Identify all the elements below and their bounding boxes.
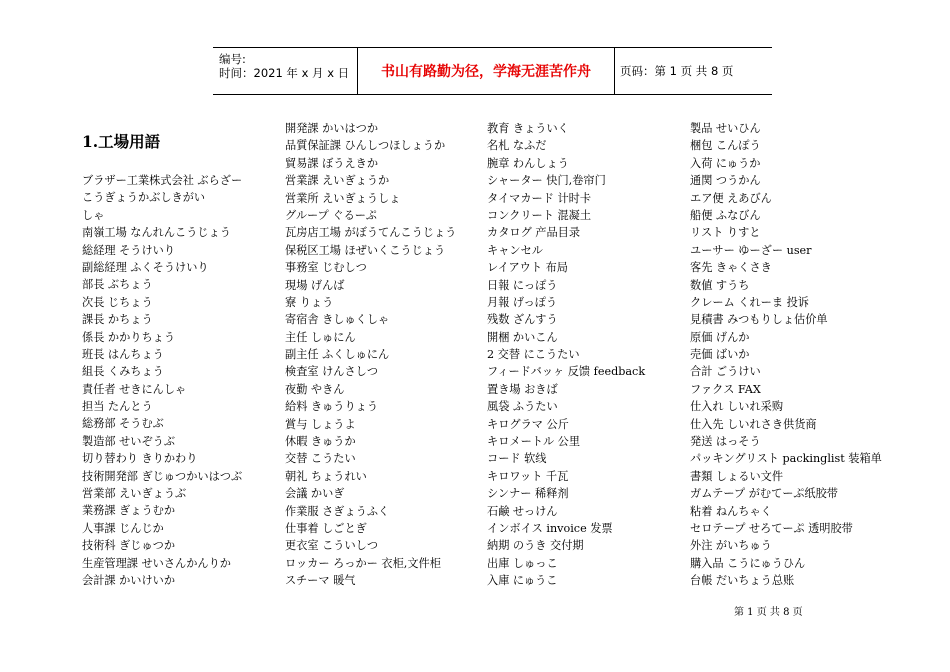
term-entry: 南嶺工場 なんれんこうじょう: [82, 226, 231, 240]
term-entry: シャーター 快门,卷帘门: [487, 174, 606, 188]
term-entry: 保税区工場 ほぜいくこうじょう: [285, 243, 446, 257]
term-entry: 主任 しゅにん: [285, 330, 356, 344]
term-entry: 仕入先 しいれさき供货商: [690, 417, 817, 431]
term-entry: 日報 にっぽう: [487, 278, 558, 292]
term-entry: コンクリート 混凝土: [487, 208, 592, 222]
term-entry: 売価 ばいか: [690, 348, 750, 362]
term-entry: 技術開発部 ぎじゅつかいはつぶ: [82, 469, 243, 483]
term-entry: シンナー 稀释剂: [487, 487, 569, 501]
term-entry: 製造部 せいぞうぶ: [82, 434, 176, 448]
section-title: 1.工場用語: [82, 132, 161, 151]
term-entry: 副主任 ふくしゅにん: [285, 348, 390, 362]
term-entry: 粘着 ねんちゃく: [690, 504, 772, 518]
term-entry: 営業課 えいぎょうか: [285, 174, 390, 188]
term-entry: 合計 ごうけい: [690, 365, 761, 379]
term-entry: 交替 こうたい: [285, 452, 356, 466]
term-entry: 台帳 だいちょう总账: [690, 574, 795, 588]
term-entry: 賞与 しょうよ: [285, 417, 356, 431]
term-entry: 入荷 にゅうか: [690, 156, 761, 170]
term-entry: 購入品 こうにゅうひん: [690, 556, 806, 570]
term-entry: 事務室 じむしつ: [285, 261, 367, 275]
term-entry: 担当 たんとう: [82, 400, 153, 414]
term-entry: 風袋 ふうたい: [487, 400, 558, 414]
term-entry: 書類 しょるい文件: [690, 469, 784, 483]
term-entry: 業務課 ぎょうむか: [82, 504, 176, 518]
term-entry: キロワット 千瓦: [487, 469, 569, 483]
term-entry: 開発課 かいはつか: [285, 122, 379, 135]
term-entry: キロメートル 公里: [487, 435, 581, 449]
term-entry: 製品 せいひん: [690, 122, 761, 135]
term-entry: 名札 なふだ: [487, 139, 547, 153]
number-label: 编号:: [219, 52, 246, 66]
term-entry: 月報 げっぽう: [487, 295, 558, 309]
term-entry: 課長 かちょう: [82, 313, 153, 327]
term-entry: カタログ 产品目录: [487, 226, 581, 240]
header-slogan: 书山有路勤为径，学海无涯苦作舟: [358, 48, 615, 94]
term-entry: 入庫 にゅうこ: [487, 574, 558, 588]
term-entry: リスト りすと: [690, 226, 761, 240]
term-entry: 更衣室 こういしつ: [285, 539, 379, 553]
term-entry: グループ ぐるーぷ: [285, 208, 377, 222]
term-entry: コード 软线: [487, 452, 547, 466]
term-entry: クレーム くれーま 投诉: [690, 295, 809, 309]
term-entry: 会議 かいぎ: [285, 487, 345, 501]
term-entry: 瓦房店工場 がぼうてんこうじょう: [285, 226, 457, 240]
term-entry: 外注 がいちゅう: [690, 539, 772, 553]
term-entry: 休暇 きゅうか: [285, 435, 356, 449]
term-entry: セロテープ せろてーぷ 透明胶带: [690, 521, 853, 535]
term-entry: 検査室 けんさしつ: [285, 365, 379, 379]
term-entry: 貿易課 ぼうえきか: [285, 156, 379, 170]
term-entry: 寮 りょう: [285, 295, 334, 309]
term-entry: 営業所 えいぎょうしょ: [285, 191, 401, 205]
term-entry: 総務部 そうむぶ: [82, 417, 164, 431]
term-entry: しゃ: [82, 208, 105, 222]
term-entry: ガムテープ がむてーぷ纸胶带: [690, 487, 838, 501]
term-entry: 原価 げんか: [690, 330, 750, 344]
term-entry: 置き場 おきば: [487, 382, 558, 396]
term-entry: 仕入れ しいれ采购: [690, 400, 784, 414]
term-entry: 副総経理 ふくそうけいり: [82, 260, 209, 274]
term-entry: 組長 くみちょう: [82, 365, 164, 379]
term-entry: 2 交替 にこうたい: [487, 348, 580, 362]
term-entry: フィードバッヶ 反馈 feedback: [487, 365, 646, 379]
term-entry: スチーマ 暖气: [285, 574, 356, 588]
term-entry: 現場 げんば: [285, 278, 345, 292]
term-entry: 営業部 えいぎょうぶ: [82, 487, 187, 501]
term-entry: 総経理 そうけいり: [82, 243, 176, 257]
term-column-4: [690, 120, 882, 590]
term-entry: パッキングリスト packinglist 装箱单: [690, 452, 882, 466]
term-entry: 開梱 かいこん: [487, 330, 558, 344]
term-entry: こうぎょうかぶしきがい: [82, 191, 206, 205]
time-label: 时间：2021 年 x 月 x 日: [219, 66, 350, 80]
term-entry: 夜勤 やきん: [285, 382, 345, 396]
term-entry: 納期 のうき 交付期: [487, 539, 584, 553]
term-entry: 係長 かかりちょう: [82, 330, 176, 344]
term-entry: 見積書 みつもりしょ估价单: [690, 313, 828, 327]
term-entry: タイマカード 计时卡: [487, 191, 592, 205]
term-entry: 出庫 しゅっこ: [487, 556, 558, 570]
term-entry: ユーサー ゆーざー user: [690, 243, 812, 257]
term-entry: 切り替わり きりかわり: [82, 452, 198, 466]
term-entry: 朝礼 ちょうれい: [285, 469, 367, 483]
term-entry: ブラザー工業株式会社 ぶらざー: [82, 174, 243, 187]
term-entry: 技術科 ぎじゅつか: [82, 539, 176, 553]
term-entry: キログラマ 公斤: [487, 417, 569, 431]
term-entry: 班長 はんちょう: [82, 347, 164, 361]
header-meta: [213, 48, 358, 94]
term-entry: 教育 きょういく: [487, 122, 569, 135]
term-entry: 会計課 かいけいか: [82, 573, 176, 587]
term-entry: ファクス FAX: [690, 382, 761, 396]
term-entry: キャンセル: [487, 243, 543, 257]
term-entry: インボイス invoice 发票: [487, 521, 613, 535]
term-entry: 給料 きゅうりょう: [285, 400, 379, 414]
term-entry: 責任者 せきにんしゃ: [82, 382, 187, 396]
term-entry: 作業服 さぎょうふく: [285, 504, 390, 518]
term-entry: 発送 はっそう: [690, 435, 761, 449]
term-entry: 次長 じちょう: [82, 295, 153, 309]
term-entry: 船便 ふなびん: [690, 208, 761, 222]
term-entry: ロッカー ろっかー 衣柜,文件柜: [285, 556, 441, 570]
term-entry: レイアウト 布局: [487, 261, 568, 275]
document-header: [213, 47, 772, 95]
term-entry: 通関 つうかん: [690, 174, 761, 188]
term-entry: 石鹸 せっけん: [487, 504, 558, 518]
term-entry: 残数 ざんすう: [487, 313, 558, 327]
term-entry: 仕事着 しごとぎ: [285, 521, 367, 535]
term-entry: 部長 ぶちょう: [82, 278, 153, 292]
term-entry: 梱包 こんぽう: [690, 139, 761, 153]
term-entry: 数値 すうち: [690, 278, 750, 292]
header-page-info: 页码：第 1 页 共 8 页: [620, 64, 734, 78]
term-column-1: [82, 172, 242, 589]
term-column-2: [285, 120, 456, 590]
term-entry: エア便 えあびん: [690, 191, 772, 205]
term-entry: 寄宿舎 きしゅくしゃ: [285, 313, 390, 327]
term-entry: 生産管理課 せいさんかんりか: [82, 556, 231, 570]
term-entry: 人事課 じんじか: [82, 521, 164, 535]
page-footer: 第 1 页 共 8 页: [734, 607, 803, 618]
term-entry: 客先 きゃくさき: [690, 261, 772, 275]
term-column-3: [487, 120, 645, 590]
term-entry: 品質保証課 ひんしつほしょうか: [285, 139, 446, 153]
term-entry: 腕章 わんしょう: [487, 156, 569, 170]
